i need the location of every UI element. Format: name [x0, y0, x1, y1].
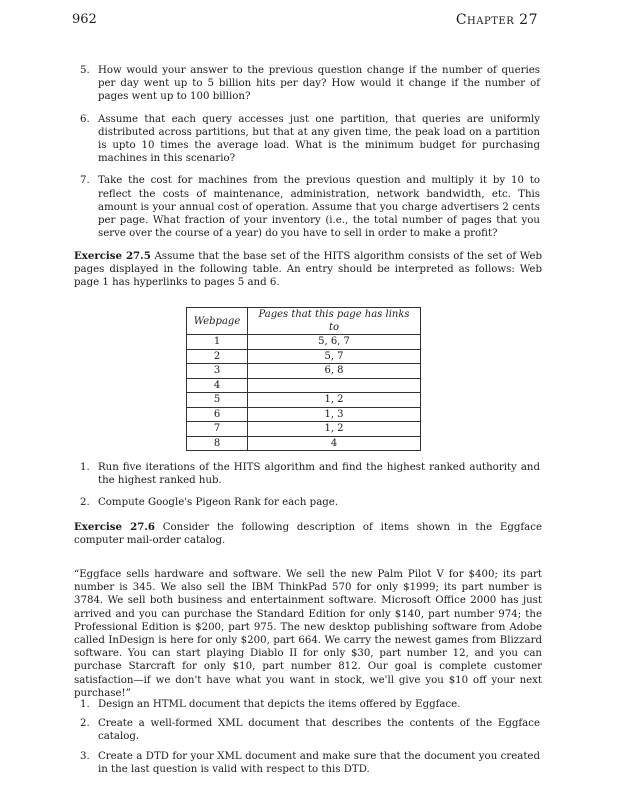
question-list-xml	[80, 698, 540, 785]
question-item	[80, 64, 540, 104]
page-header	[72, 12, 538, 34]
question-list-top	[80, 64, 540, 249]
question-text: Design an HTML document that depicts the items offered by Eggface.	[98, 699, 461, 710]
exercise-27-5	[74, 250, 542, 290]
question-number: 2.	[80, 497, 90, 509]
cell-webpage: 6	[187, 407, 248, 422]
question-number: 5.	[80, 65, 90, 76]
exercise-text: Consider the following description of items shown in the Eggface computer mail-order catalog.	[74, 522, 542, 547]
question-text: Assume that each query accesses just one partition, that queries are uniformly distributed across partitions, but that at any given time, the peak load on a partition is upto 10 times the average load. What is the minimum budget for purchasing machines in this scenario?	[98, 113, 540, 165]
question-item	[80, 496, 540, 509]
table-row	[187, 364, 421, 379]
cell-webpage: 5	[187, 393, 248, 408]
question-text: Take the cost for machines from the previous question and multiply it by 10 to reflect the costs of maintenance, administration, network bandwidth, etc. This amount is your annual cost of operation. Assume that you charge advertisers 2 cents per page. What fraction of your inventory (i.e., the total number of pages that you serve over the course of a year) do you have to sell in order to make a profit?	[98, 175, 540, 240]
table-row	[187, 349, 421, 364]
cell-links: 5, 7	[248, 349, 421, 364]
question-number: 7.	[80, 175, 90, 187]
page-number: 962	[72, 12, 97, 27]
cell-webpage: 1	[187, 335, 248, 350]
question-item	[80, 698, 540, 711]
catalog-quote: “Eggface sells hardware and software. We sell the new Palm Pilot V for $400; its part number is 345. We also sell the IBM ThinkPad 570 for only $1999; its part number is 3784. We sell both business and entertainment software. Microsoft Office 2000 has just arrived and you can purchase the Standard Edition for only $140, part number 974; the Professional Edition is $200, part 975. The new desktop publishing software from Adobe called InDesign is here for only $200, part 664. We carry the newest games from Blizzard software. You can start playing Diablo II for only $30, part number 12, and you can purchase Starcraft for only $10, part number 812. Our goal is complete customer satisfaction—if we don't have what you want in stock, we'll give you $10 off your next purchase!”	[74, 569, 542, 699]
exercise-label: Exercise 27.6	[74, 521, 155, 533]
cell-links: 1, 3	[248, 407, 421, 422]
question-item	[80, 750, 540, 776]
cell-webpage: 2	[187, 349, 248, 364]
question-text: Run five iterations of the HITS algorithm and find the highest ranked authority and the highest ranked hub.	[98, 462, 540, 487]
table-row	[187, 378, 421, 393]
question-list-hits	[80, 461, 540, 519]
chapter-title: Chapter 27	[455, 12, 538, 28]
exercise-text: Assume that the base set of the HITS algorithm consists of the set of Web pages displayed in the following table. An entry should be interpreted as follows: Web page 1 has hyperlinks to pages 5 and 6.	[74, 251, 542, 289]
question-number: 1.	[80, 699, 90, 710]
question-text: Create a well-formed XML document that describes the contents of the Eggface catalog.	[98, 718, 540, 743]
question-text: Compute Google's Pigeon Rank for each page.	[98, 497, 339, 509]
question-item	[80, 461, 540, 487]
table-header-row	[187, 308, 421, 335]
question-number: 6.	[80, 113, 90, 125]
links-table	[186, 307, 421, 451]
cell-links: 4	[248, 436, 421, 451]
cell-webpage: 8	[187, 436, 248, 451]
question-number: 1.	[80, 462, 90, 473]
cell-links: 1, 2	[248, 422, 421, 437]
column-header-webpage: Webpage	[187, 308, 248, 335]
column-header-links: Pages that this page has links to	[248, 308, 421, 335]
question-text: Create a DTD for your XML document and make sure that the document you created in the last question is valid with respect to this DTD.	[98, 750, 540, 775]
table-row	[187, 393, 421, 408]
cell-links: 1, 2	[248, 393, 421, 408]
question-text: How would your answer to the previous question change if the number of queries per day went up to 5 billion hits per day? How would it change if the number of pages went up to 100 billion?	[98, 65, 540, 103]
exercise-27-6	[74, 521, 542, 547]
exercise-label: Exercise 27.5	[74, 250, 151, 262]
question-item	[80, 113, 540, 166]
cell-webpage: 3	[187, 364, 248, 379]
table-row	[187, 407, 421, 422]
question-item	[80, 174, 540, 240]
table-row	[187, 436, 421, 451]
table-row	[187, 335, 421, 350]
question-number: 2.	[80, 718, 90, 730]
cell-webpage: 4	[187, 378, 248, 393]
cell-webpage: 7	[187, 422, 248, 437]
cell-links: 6, 8	[248, 364, 421, 379]
question-item	[80, 717, 540, 743]
table-row	[187, 422, 421, 437]
question-number: 3.	[80, 750, 90, 762]
cell-links	[248, 378, 421, 393]
cell-links: 5, 6, 7	[248, 335, 421, 350]
